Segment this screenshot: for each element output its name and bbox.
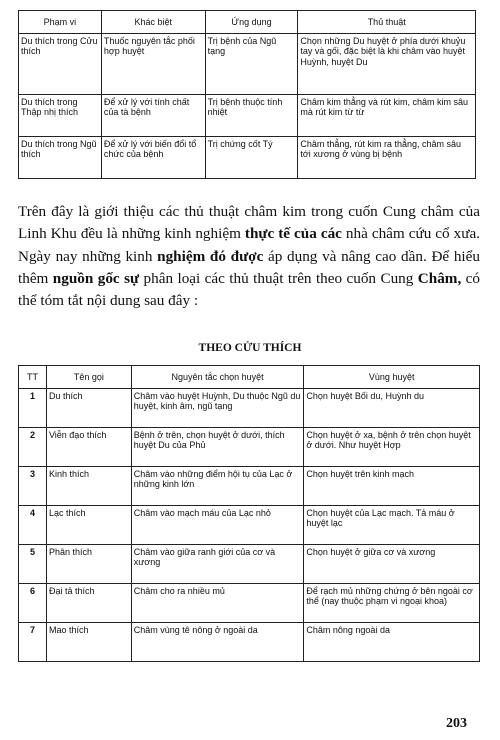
table-cell: Để xử lý với tính chất của tà bệnh xyxy=(101,95,205,137)
table-row xyxy=(19,95,476,137)
row-number: 4 xyxy=(19,506,47,545)
paragraph-text: có thể tóm tắt nội dung sau đây : xyxy=(18,269,481,310)
table-cell: Chọn những Du huyệt ở phía dưới khuỷu tay và gối, đặc biệt là khi châm vào huyệt Huỳnh, huyệt Du xyxy=(298,34,476,95)
table-title: THEO CỬU THÍCH xyxy=(198,342,302,354)
table-cell: Châm thẳng, rút kim ra thẳng, châm sâu tới xương ở vùng bị bệnh xyxy=(298,137,476,179)
table-row xyxy=(19,506,480,545)
table-cell: Châm vào huyệt Huỳnh, Du thuộc Ngũ du huyệt, kinh âm, ngũ tạng xyxy=(131,389,304,428)
table-cell: Đại tả thích xyxy=(46,584,131,623)
table-cell: Châm kim thẳng và rút kim, châm kim sâu mà rút kim từ từ xyxy=(298,95,476,137)
paragraph-text: Trên đây là giới thiệu các thủ thuật châm kim trong cuốn Cung châm của Linh Khu đều là những kinh nghiệm xyxy=(18,203,480,243)
table-row xyxy=(19,389,480,428)
table-cell: Kinh thích xyxy=(46,467,131,506)
table-row xyxy=(19,623,480,662)
table-row xyxy=(19,137,476,179)
paragraph-text: nhà châm cứu cổ xưa. Ngày nay những kinh xyxy=(18,225,480,265)
table-cell: Để xử lý với biến đổi tổ chức của bệnh xyxy=(101,137,205,179)
table-cell: Chọn huyệt trên kinh mạch xyxy=(304,467,480,506)
table-row xyxy=(19,545,480,584)
column-header: Nguyên tắc chọn huyệt xyxy=(131,366,304,389)
table-cell: Phân thích xyxy=(46,545,131,584)
table-cell: Du thích trong Cửu thích xyxy=(19,34,102,95)
table-cell: Để rạch mủ những chứng ở bên ngoài cơ thể (nay thuộc phạm vi ngoại khoa) xyxy=(304,584,480,623)
paragraph-text-bold: thực tế của các xyxy=(244,225,342,243)
table-cell: Châm vùng tê nông ở ngoài da xyxy=(131,623,304,662)
table-pham-vi xyxy=(18,10,476,179)
table-cell: Châm vào mạch máu của Lạc nhỏ xyxy=(131,506,304,545)
table-row xyxy=(19,428,480,467)
table-cell: Trị bệnh thuộc tính nhiệt xyxy=(205,95,298,137)
column-header: Khác biệt xyxy=(101,11,205,34)
table-row xyxy=(19,34,476,95)
row-number: 3 xyxy=(19,467,47,506)
column-header: Vùng huyệt xyxy=(304,366,480,389)
paragraph-text-bold: nghiệm đó được xyxy=(157,247,264,265)
paragraph-text-bold: nguồn gốc sự xyxy=(52,269,140,287)
row-number: 1 xyxy=(19,389,47,428)
row-number: 6 xyxy=(19,584,47,623)
table-cell: Chọn huyệt Bối du, Huỳnh du xyxy=(304,389,480,428)
table-cell: Chọn huyệt ở giữa cơ và xương xyxy=(304,545,480,584)
column-header: TT xyxy=(19,366,47,389)
table-cell: Châm cho ra nhiều mủ xyxy=(131,584,304,623)
page-number: 203 xyxy=(446,716,467,731)
table-cuu-thich xyxy=(18,365,480,662)
table-cell: Châm vào giữa ranh giới của cơ và xương xyxy=(131,545,304,584)
row-number: 5 xyxy=(19,545,47,584)
paragraph-text: phân loại các thủ thuật trên theo cuốn Cung xyxy=(139,269,418,287)
table-cell: Trị bệnh của Ngũ tạng xyxy=(205,34,298,95)
table-cell: Chọn huyệt ở xa, bệnh ở trên chọn huyệt ở dưới. Như huyệt Hợp xyxy=(304,428,480,467)
table-row xyxy=(19,584,480,623)
paragraph-text-bold: Châm, xyxy=(417,269,462,287)
table-cell: Viễn đạo thích xyxy=(46,428,131,467)
row-number: 7 xyxy=(19,623,47,662)
column-header: Ứng dụng xyxy=(205,11,298,34)
table-cell: Lạc thích xyxy=(46,506,131,545)
table-cell: Chọn huyệt của Lạc mạch. Tả máu ở huyệt lạc xyxy=(304,506,480,545)
table-header-row xyxy=(19,11,476,34)
paragraph-text: áp dụng và nâng cao dần. Để hiểu thêm xyxy=(18,247,480,287)
column-header: Tên gọi xyxy=(46,366,131,389)
row-number: 2 xyxy=(19,428,47,467)
column-header: Thủ thuật xyxy=(298,11,476,34)
table-cell: Du thích xyxy=(46,389,131,428)
body-paragraph xyxy=(18,201,480,312)
table-cell: Mao thích xyxy=(46,623,131,662)
table-cell: Trị chứng cốt Tý xyxy=(205,137,298,179)
table-cell: Thuốc nguyên tắc phối hợp huyệt xyxy=(101,34,205,95)
table-cell: Châm vào những điểm hội tụ của Lạc ở những kinh lớn xyxy=(131,467,304,506)
table-cell: Châm nông ngoài da xyxy=(304,623,480,662)
table-cell: Du thích trong Thập nhị thích xyxy=(19,95,102,137)
table-cell: Du thích trong Ngũ thích xyxy=(19,137,102,179)
table-header-row xyxy=(19,366,480,389)
table-row xyxy=(19,467,480,506)
table-cell: Bệnh ở trên, chọn huyệt ở dưới, thích huyệt Du của Phủ xyxy=(131,428,304,467)
column-header: Phạm vi xyxy=(19,11,102,34)
